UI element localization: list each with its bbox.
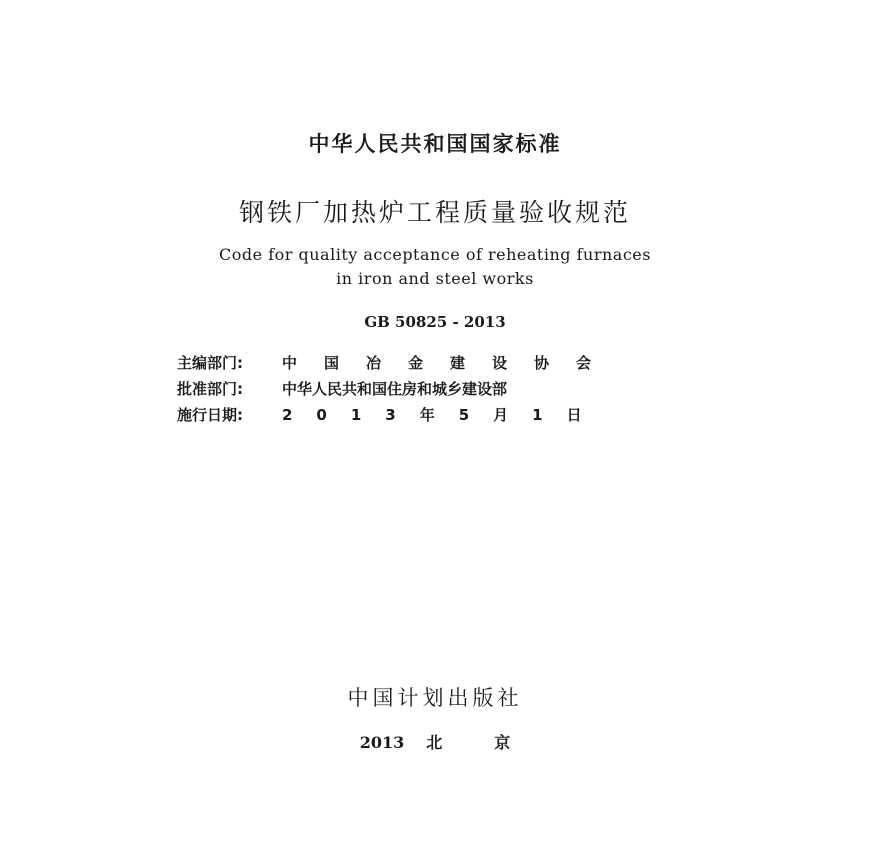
info-label: 批准部门: <box>177 380 244 398</box>
publication-city-part-2: 京 <box>494 733 511 752</box>
info-row-effective-date <box>177 404 697 430</box>
info-row-chief-editor <box>177 352 697 378</box>
national-standard-heading: 中华人民共和国国家标准 <box>308 132 562 156</box>
chief-editor-value: 中国冶金建设协会 <box>282 354 619 372</box>
publication-place <box>0 730 870 753</box>
english-title-line-1: Code for quality acceptance of reheating furnaces <box>219 245 651 264</box>
publisher-name: 中国计划出版社 <box>347 686 523 710</box>
info-label: 施行日期: <box>177 406 244 424</box>
chinese-title: 钢铁厂加热炉工程质量验收规范 <box>238 198 631 227</box>
info-block <box>177 352 697 430</box>
publication-city-part-1: 北 <box>426 733 443 752</box>
standard-number: GB 50825 - 2013 <box>364 313 506 331</box>
effective-date-value: 2013年5月1日 <box>282 406 606 424</box>
info-row-approval-dept <box>177 378 697 404</box>
info-label: 主编部门: <box>177 354 244 372</box>
publication-year: 2013 <box>359 733 405 752</box>
approval-dept-value: 中华人民共和国住房和城乡建设部 <box>282 380 508 398</box>
english-title-line-2: in iron and steel works <box>336 269 534 288</box>
